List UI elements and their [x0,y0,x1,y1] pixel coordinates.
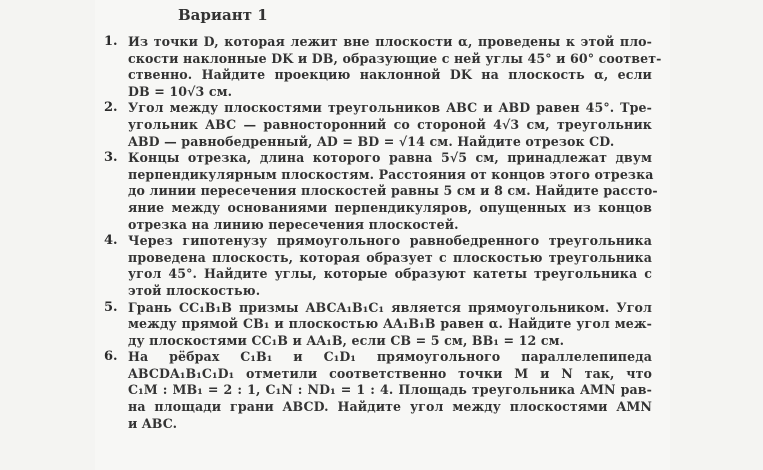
problem-text-line: Концы отрезка, длина которого равна 5√5 см, принадлежат двум [128,150,652,166]
problem-item [104,150,658,233]
problem-number: 1. [104,34,118,49]
problem-item [104,34,662,100]
problem-text-line: угол 45°. Найдите углы, которые образуют катеты треугольника с [128,266,652,282]
problem-text-line: проведена плоскость, которая образует с плоскостью треугольника [128,249,652,265]
problem-text-line: ду плоскостями CC₁B и AA₁B, если CB = 5 см, BB₁ = 12 см. [128,332,565,348]
problem-item [104,233,652,299]
problem-number: 3. [104,150,118,166]
problem-item [104,100,652,150]
problem-text-line: ственно. Найдите проекцию наклонной DK на плоскость α, если [128,67,652,83]
problem-text-line: угольник ABC — равносторонний со стороной 4√3 см, треугольник [128,116,652,132]
problem-text-line: Через гипотенузу прямоугольного равнобедренного треугольника [128,233,652,249]
problem-text-line: Угол между плоскостями треугольников ABC и ABD равен 45°. Тре- [128,100,652,116]
problem-text-line: отрезка на линию пересечения плоскостей. [128,216,459,232]
problem-text-line: между прямой CB₁ и плоскостью AA₁B₁B равен α. Найдите угол меж- [128,316,652,332]
problem-text-line: C₁M : MB₁ = 2 : 1, C₁N : ND₁ = 1 : 4. Площадь треугольника AMN рав- [128,382,652,398]
problem-text-line: яние между основаниями перпендикуляров, опущенных из концов [128,199,652,215]
problem-text-line: Из точки D, которая лежит вне плоскости α, проведены к этой пло- [128,34,652,49]
problem-item [104,349,652,432]
problem-list [104,34,662,432]
problem-text-line: и ABC. [128,415,178,431]
problem-number: 4. [104,233,118,249]
problem-text-line: ABD — равнобедренный, AD = BD = √14 см. Найдите отрезок CD. [128,133,615,149]
problem-text-line: ABCDA₁B₁C₁D₁ отметили соответственно точки M и N так, что [128,365,652,381]
problem-item [104,300,652,350]
problem-number: 5. [104,299,118,315]
problem-text-line: перпендикулярным плоскостям. Расстояния от концов этого отрезка [128,166,654,182]
problem-text-line: на площади грани ABCD. Найдите угол между плоскостями AMN [128,399,652,415]
problem-text-line: скости наклонные DK и DB, образующие с ней углы 45° и 60° соответ- [128,50,662,66]
problem-text-line: На рёбрах C₁B₁ и C₁D₁ прямоугольного параллелепипеда [128,349,652,365]
problem-text-line: этой плоскостью. [128,282,261,298]
problem-text-line: до линии пересечения плоскостей равны 5 см и 8 см. Найдите рассто- [128,183,658,199]
problem-number: 6. [104,349,118,365]
problem-text-line: DB = 10√3 см. [128,83,233,99]
variant-title: Вариант 1 [178,6,268,24]
problem-number: 2. [104,100,118,116]
problem-text-line: Грань CC₁B₁B призмы ABCA₁B₁C₁ является прямоугольником. Угол [128,299,652,315]
